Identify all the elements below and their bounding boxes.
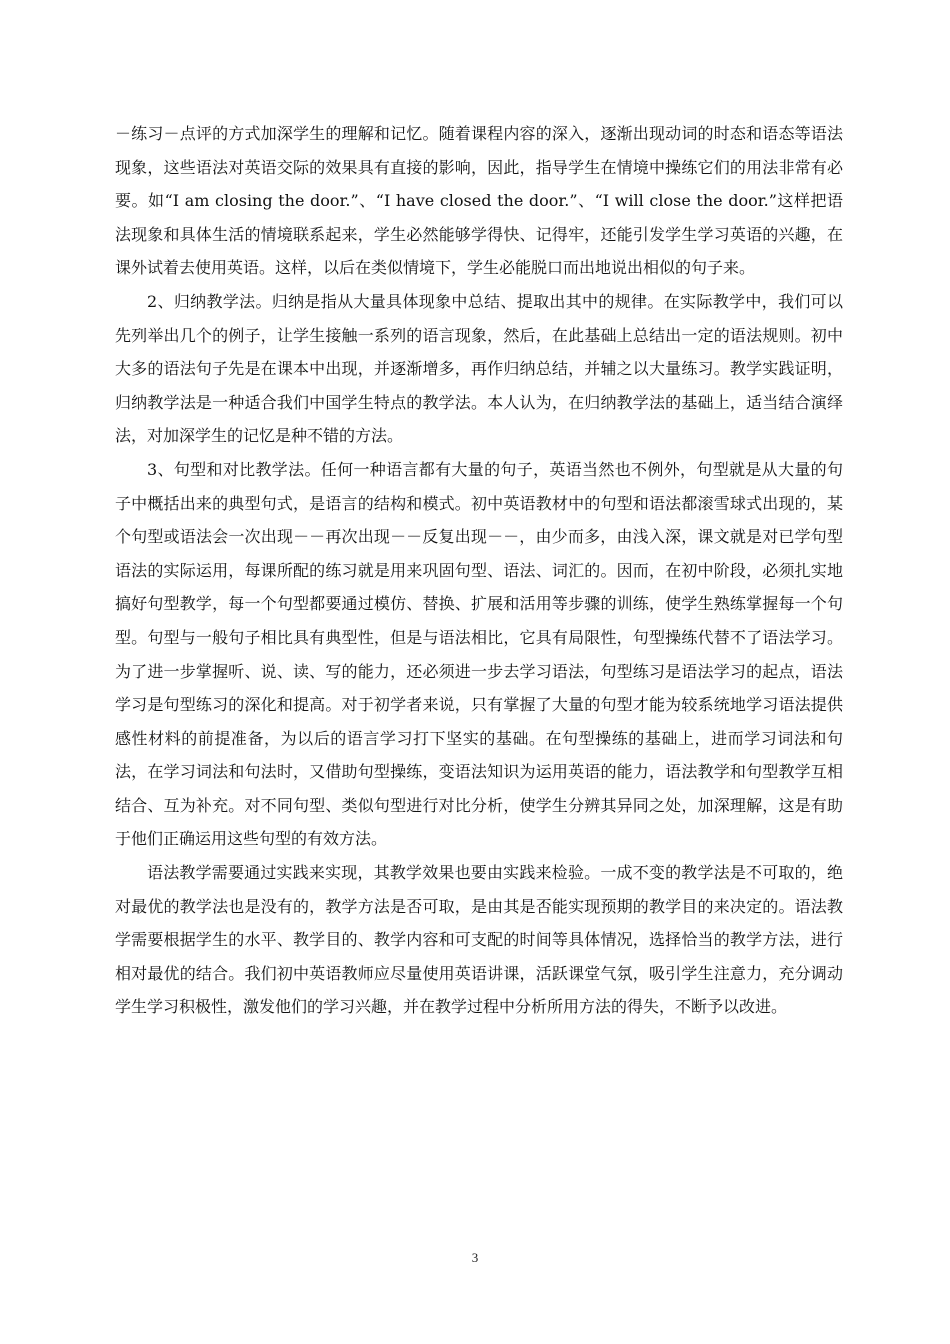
paragraph-continuation: －练习－点评的方式加深学生的理解和记忆。随着课程内容的深入，逐渐出现动词的时态和语态等语法现象，这些语法对英语交际的效果具有直接的影响，因此，指导学生在情境中操练它们的用法非常有必要。如“I am closing the door.”、“I have closed the door.”、“I will close the door.”这样把语法现象和具体生活的情境联系起来，学生必然能够学得快、记得牢，还能引发学生学习英语的兴趣，在课外试着去使用英语。这样，以后在类似情境下，学生必能脱口而出地说出相似的句子来。: [115, 124, 843, 278]
paragraph-sentence-pattern-method: 3、句型和对比教学法。任何一种语言都有大量的句子，英语当然也不例外，句型就是从大量的句子中概括出来的典型句式，是语言的结构和模式。初中英语教材中的句型和语法都滚雪球式出现的，某个句型或语法会一次出现－－再次出现－－反复出现－－，由少而多，由浅入深，课文就是对已学句型语法的实际运用，每课所配的练习就是用来巩固句型、语法、词汇的。因而，在初中阶段，必须扎实地搞好句型教学，每一个句型都要通过模仿、替换、扩展和活用等步骤的训练，使学生熟练掌握每一个句型。句型与一般句子相比具有典型性，但是与语法相比，它具有局限性，句型操练代替不了语法学习。为了进一步掌握听、说、读、写的能力，还必须进一步去学习语法，句型练习是语法学习的起点，语法学习是句型练习的深化和提高。对于初学者来说，只有掌握了大量的句型才能为较系统地学习语法提供感性材料的前提准备，为以后的语言学习打下坚实的基础。在句型操练的基础上，进而学习词法和句法，在学习词法和句法时，又借助句型操练，变语法知识为运用英语的能力，语法教学和句型教学互相结合、互为补充。对不同句型、类似句型进行对比分析，使学生分辨其异同之处，加深理解，这是有助于他们正确运用这些句型的有效方法。: [115, 459, 843, 849]
paragraph-conclusion: 语法教学需要通过实践来实现，其教学效果也要由实践来检验。一成不变的教学法是不可取的，绝对最优的教学法也是没有的，教学方法是否可取，是由其是否能实现预期的教学目的来决定的。语法教学需要根据学生的水平、教学目的、教学内容和可支配的时间等具体情况，选择恰当的教学方法，进行相对最优的结合。我们初中英语教师应尽量使用英语讲课，活跃课堂气氛，吸引学生注意力，充分调动学生学习积极性，激发他们的学习兴趣，并在教学过程中分析所用方法的得失，不断予以改进。: [115, 863, 843, 1017]
page-number: 3: [471, 1250, 479, 1265]
document-body: [115, 117, 843, 1024]
paragraph-inductive-method: 2、归纳教学法。归纳是指从大量具体现象中总结、提取出其中的规律。在实际教学中，我们可以先列举出几个的例子，让学生接触一系列的语言现象，然后，在此基础上总结出一定的语法规则。初中大多的语法句子先是在课本中出现，并逐渐增多，再作归纳总结，并辅之以大量练习。教学实践证明，归纳教学法是一种适合我们中国学生特点的教学法。本人认为，在归纳教学法的基础上，适当结合演绎法，对加深学生的记忆是种不错的方法。: [115, 291, 843, 446]
